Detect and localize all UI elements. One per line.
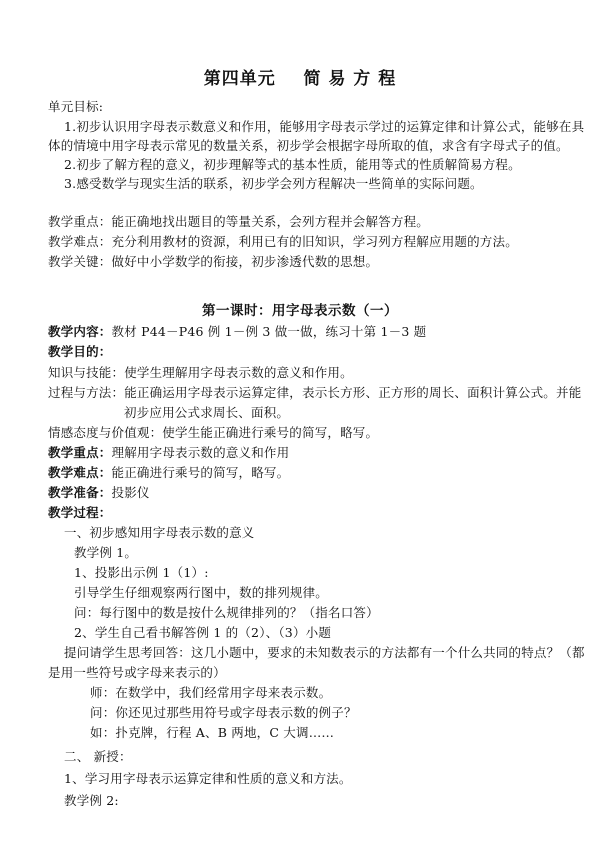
process-goal-line-2: 初步应用公式求周长、面积。 (124, 405, 290, 420)
item-1: 1、投影出示例 1（1）: (74, 565, 209, 580)
lesson-difficulty (48, 465, 289, 481)
item-2: 2、学生自己看书解答例 1 的（2）、（3）小题 (74, 625, 332, 640)
unit-key-point: 教学重点：能正确地找出题目的等量关系，会列方程并会解答方程。 (48, 214, 430, 229)
question-1: 问：每行图中的数是按什么规律排列的？（指名口答） (74, 605, 379, 620)
teacher-remark: 师：在数学中，我们经常用字母来表示数。 (90, 685, 332, 700)
unit-title: 第四单元 简 易 方 程 (203, 69, 397, 89)
unit-crux: 教学关键：做好中小学数学的衔接，初步渗透代数的思想。 (48, 254, 379, 269)
goal-2: 2.初步了解方程的意义，初步理解等式的基本性质，能用等式的性质解简易方程。 (64, 157, 521, 172)
difficulty-label: 教学难点： (48, 465, 112, 480)
guide-text: 引导学生仔细观察两行图中，数的排列规律。 (74, 585, 329, 600)
answer-examples: 如：扑克牌，行程 A、B 两地，C 大调…… (90, 725, 335, 740)
purpose-label: 教学目的： (48, 344, 112, 359)
unit-difficulty: 教学难点：充分利用教材的资源，利用已有的旧知识，学习列方程解应用题的方法。 (48, 234, 518, 249)
teaching-content (48, 324, 426, 340)
step-2-heading: 二、 新授： (64, 749, 132, 764)
goal-1-line-1: 1.初步认识用字母表示数意义和作用，能够用字母表示学过的运算定律和计算公式，能够在具 (64, 119, 585, 134)
key-text: 理解用字母表示数的意义和作用 (111, 445, 290, 460)
key-label: 教学重点： (48, 445, 112, 460)
prompt-line-2: 是用一些符号或字母来表示的） (48, 665, 226, 680)
content-label: 教学内容： (48, 324, 112, 339)
difficulty-text: 能正确进行乘号的简写，略写。 (111, 465, 290, 480)
example-1: 教学例 1。 (74, 545, 138, 560)
example-2: 教学例 2: (64, 793, 119, 808)
teaching-preparation (48, 485, 150, 501)
process-goal-line-1: 过程与方法：能正确运用字母表示运算定律，表示长方形、正方形的周长、面积计算公式。并能 (48, 385, 582, 400)
content-text: 教材 P44－P46 例 1－例 3 做一做，练习十第 1－3 题 (111, 324, 427, 339)
unit-goals-label: 单元目标: (48, 99, 104, 114)
attitude-goal: 情感态度与价值观：使学生能正确进行乘号的简写，略写。 (48, 425, 379, 440)
question-2: 问：你还见过那些用符号或字母表示数的例子？ (90, 705, 357, 720)
prep-text: 投影仪 (111, 485, 150, 500)
prep-label: 教学准备： (48, 485, 112, 500)
goal-3: 3.感受数学与现实生活的联系，初步学会列方程解决一些简单的实际问题。 (64, 176, 483, 191)
step-1-heading: 一、初步感知用字母表示数的意义 (64, 525, 255, 540)
prompt-line-1: 提问请学生思考回答：这几小题中，要求的未知数表示的方法都有一个什么共同的特点？（都 (64, 645, 585, 660)
lesson-title: 第一课时：用字母表示数（一） (202, 303, 398, 319)
process-label: 教学过程： (48, 505, 112, 520)
goal-1-line-2: 体的情境中用字母表示常见的数量关系，初步学会根据字母所取的值，求含有字母式子的值。 (48, 138, 569, 153)
item-3: 1、学习用字母表示运算定律和性质的意义和方法。 (64, 771, 352, 786)
lesson-key-point (48, 445, 289, 461)
skill-goal: 知识与技能：使学生理解用字母表示数的意义和作用。 (48, 365, 353, 380)
